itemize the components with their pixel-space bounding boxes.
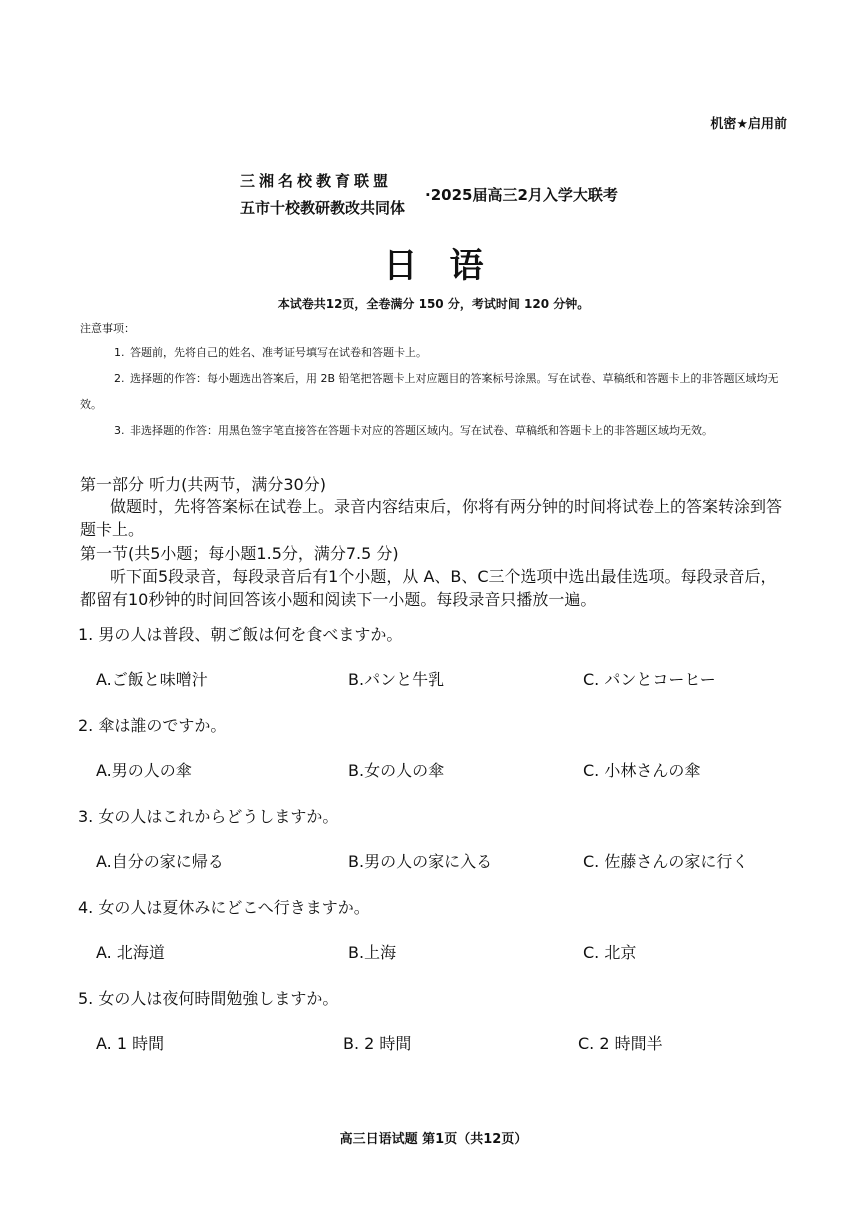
option-b: B.女の人の傘 [348,761,445,780]
notice-text: 选择题的作答：每小题选出答案后，用 2B 铅笔把答题卡上对应题目的答案标号涂黑。写在试卷、草稿纸和答题卡上的非答题区域均无效。 [80,372,779,411]
organization-line-1: 三湘名校教育联盟 [240,172,393,190]
page-footer: 高三日语试题 第1页（共12页） [339,1132,528,1147]
option-c: C. 佐藤さんの家に行く [583,852,749,871]
notice-number: 2. [114,372,125,385]
notice-number: 3. [114,424,125,437]
part-instruction: 做题时，先将答案标在试卷上。录音内容结束后，你将有两分钟的时间将试卷上的答案转涂到答题卡上。 [80,497,783,539]
exam-title: ·2025届高三2月入学大联考 [425,186,618,204]
notice-number: 1. [114,346,125,359]
option-a: A.ご飯と味噌汁 [96,670,208,689]
subject-title: 日语 [383,246,516,286]
exam-summary: 本试卷共12页，全卷满分 150 分，考试时间 120 分钟。 [277,297,590,311]
option-b: B.上海 [348,943,397,962]
question-stem: 1. 男の人は普段、朝ご飯は何を食べますか。 [78,625,403,644]
option-c: C. 小林さんの傘 [583,761,701,780]
notice-text: 答题前，先将自己的姓名、准考证号填写在试卷和答题卡上。 [130,346,427,359]
option-b: B. 2 時間 [343,1034,412,1053]
question-stem: 4. 女の人は夏休みにどこへ行きますか。 [78,898,370,917]
question-stem: 3. 女の人はこれからどうしますか。 [78,807,339,826]
option-b: B.パンと牛乳 [348,670,445,689]
option-a: A. 北海道 [96,943,165,962]
option-a: A.自分の家に帰る [96,852,224,871]
option-c: C. 北京 [583,943,637,962]
part-title: 第一部分 听力(共两节，满分30分) [80,475,326,494]
option-a: A. 1 時間 [96,1034,165,1053]
confidential-label: 机密★启用前 [710,117,787,132]
option-c: C. 2 時間半 [578,1034,663,1053]
option-c: C. パンとコーヒー [583,670,716,689]
notice-item [80,418,790,444]
notice-text: 非选择题的作答：用黑色签字笔直接答在答题卡对应的答题区域内。写在试卷、草稿纸和答题卡上的非答题区域均无效。 [130,424,713,437]
section-title: 第一节(共5小题；每小题1.5分，满分7.5 分) [80,544,399,563]
question-stem: 5. 女の人は夜何時間勉強しますか。 [78,989,339,1008]
notice-item [80,366,790,418]
option-a: A.男の人の傘 [96,761,192,780]
section-instruction: 听下面5段录音，每段录音后有1个小题，从 A、B、C三个选项中选出最佳选项。每段录音后，都留有10秒钟的时间回答该小题和阅读下一小题。每段录音只播放一遍。 [80,567,777,609]
option-b: B.男の人の家に入る [348,852,493,871]
notice-heading: 注意事项： [80,322,135,335]
organization-line-2: 五市十校教研教改共同体 [240,199,406,217]
question-stem: 2. 傘は誰のですか。 [78,716,227,735]
notice-item [80,340,790,366]
